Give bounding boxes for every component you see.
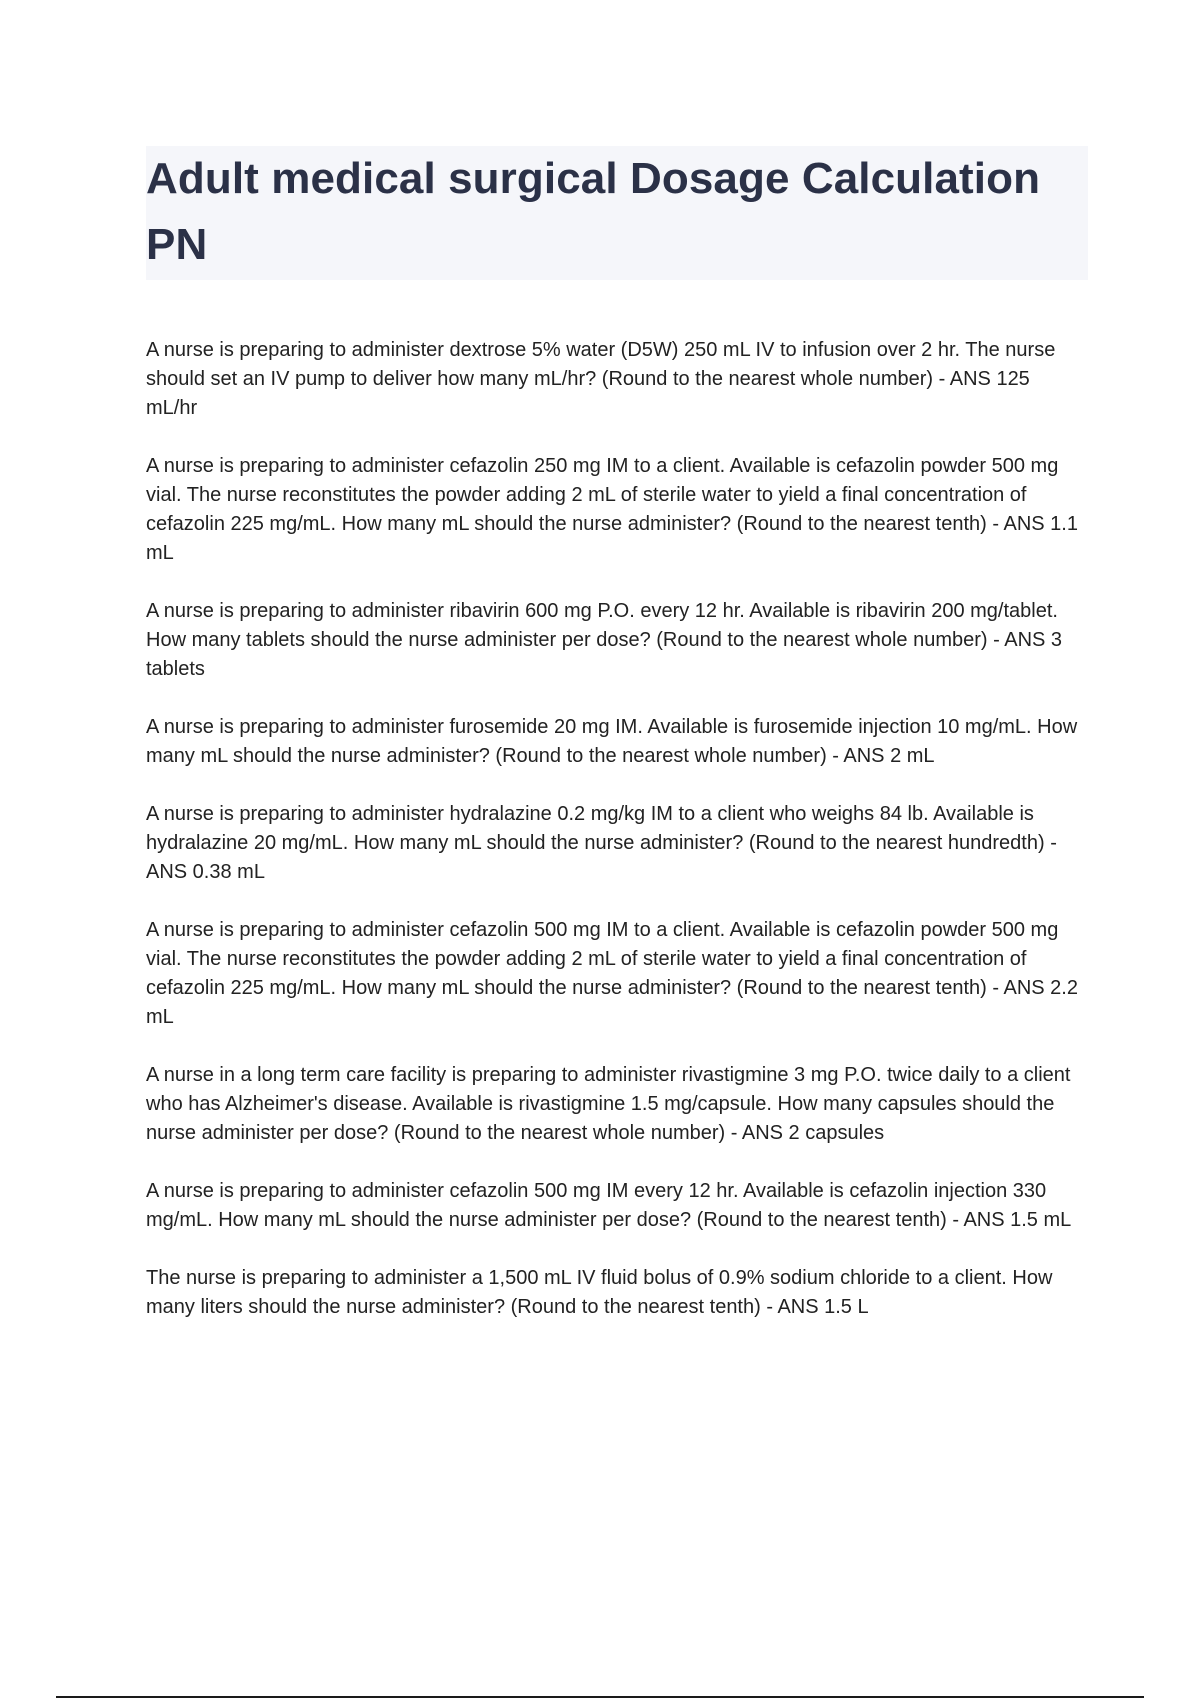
question-item: A nurse is preparing to administer cefazolin 500 mg IM every 12 hr. Available is cefazolin injection 330 mg/mL. How many mL should the nurse administer per dose? (Round to the nearest tenth) - ANS 1.5 mL [146,1180,1072,1231]
question-item: A nurse is preparing to administer dextrose 5% water (D5W) 250 mL IV to infusion over 2 hr. The nurse should set an IV pump to deliver how many mL/hr? (Round to the nearest whole number) - ANS 125 mL/hr [146,339,1056,419]
question-item: A nurse in a long term care facility is preparing to administer rivastigmine 3 mg P.O. twice daily to a client who has Alzheimer's disease. Available is rivastigmine 1.5 mg/capsule. How many capsules should the nurse administer per dose? (Round to the nearest whole number) - ANS 2 capsules [146,1064,1071,1144]
title-banner [146,146,1088,280]
question-item: A nurse is preparing to administer cefazolin 250 mg IM to a client. Available is cefazolin powder 500 mg vial. The nurse reconstitutes the powder adding 2 mL of sterile water to yield a final concentration of cefazolin 225 mg/mL. How many mL should the nurse administer? (Round to the nearest tenth) - ANS 1.1 mL [146,455,1078,564]
page-title: Adult medical surgical Dosage Calculation PN [146,154,1041,269]
question-list [146,336,1086,1351]
question-item: The nurse is preparing to administer a 1,500 mL IV fluid bolus of 0.9% sodium chloride to a client. How many liters should the nurse administer? (Round to the nearest tenth) - ANS 1.5 L [146,1267,1053,1318]
question-item: A nurse is preparing to administer ribavirin 600 mg P.O. every 12 hr. Available is ribavirin 200 mg/tablet. How many tablets should the nurse administer per dose? (Round to the nearest whole number) - ANS 3 tablets [146,600,1063,680]
question-item: A nurse is preparing to administer cefazolin 500 mg IM to a client. Available is cefazolin powder 500 mg vial. The nurse reconstitutes the powder adding 2 mL of sterile water to yield a final concentration of cefazolin 225 mg/mL. How many mL should the nurse administer? (Round to the nearest tenth) - ANS 2.2 mL [146,919,1078,1028]
question-item: A nurse is preparing to administer hydralazine 0.2 mg/kg IM to a client who weighs 84 lb. Available is hydralazine 20 mg/mL. How many mL should the nurse administer? (Round to the nearest hundredth) - ANS 0.38 mL [146,803,1057,883]
question-item: A nurse is preparing to administer furosemide 20 mg IM. Available is furosemide injection 10 mg/mL. How many mL should the nurse administer? (Round to the nearest whole number) - ANS 2 mL [146,716,1078,767]
page-bottom-divider [56,1696,1144,1698]
